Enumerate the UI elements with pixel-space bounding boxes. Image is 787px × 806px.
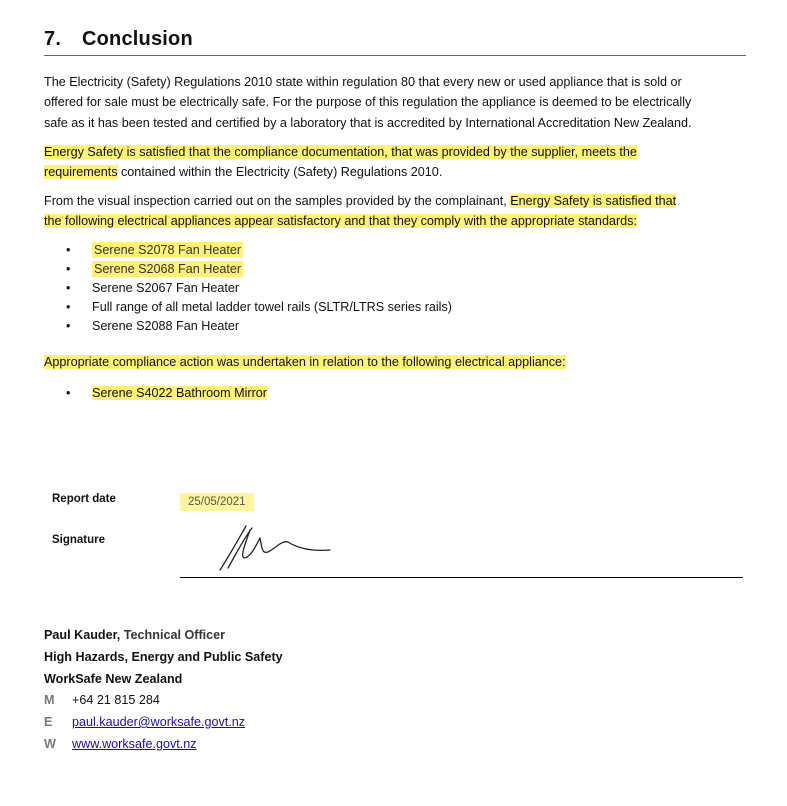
contact-org: WorkSafe New Zealand [44,672,183,686]
action-list [66,384,267,403]
list-item: • Serene S2078 Fan Heater [66,241,452,260]
action-paragraph [44,352,749,372]
section-heading [44,28,193,51]
contact-mobile-line [44,693,160,707]
handwritten-signature [210,518,340,574]
inspection-paragraph [44,191,749,232]
list-item: • Serene S2067 Fan Heater [66,279,452,298]
contact-email-line [44,715,245,729]
regulation-line-3: safe as it has been tested and certified by a laboratory that is accredited by International Accreditation New Zealand. [44,115,692,130]
action-highlight: Appropriate compliance action was undertaken in relation to the following electrical appliance: [44,355,566,369]
section-title: Conclusion [82,28,193,50]
satisfactory-list [66,241,452,336]
regulation-line-1: The Electricity (Safety) Regulations 2010 state within regulation 80 that every new or used appliance that is sold or [44,75,682,89]
compliance-highlight-2: requirements [44,165,118,180]
list-item: • Full range of all metal ladder towel rails (SLTR/LTRS series rails) [66,298,452,317]
contact-role: Technical Officer [120,628,226,642]
inspection-highlight-2: the following electrical appliances appear satisfactory and that they comply with the appropriate standards: [44,214,637,229]
list-item: • Serene S4022 Bathroom Mirror [66,384,267,403]
contact-name: Paul Kauder, [44,628,121,642]
mobile-number: +64 21 815 284 [72,693,160,707]
email-link[interactable]: paul.kauder@worksafe.govt.nz [72,715,246,729]
web-link[interactable]: www.worksafe.govt.nz [72,737,197,751]
web-key: W [44,737,56,751]
report-date-label: Report date [52,493,116,505]
regulation-line-2: offered for sale must be electrically safe. For the purpose of this regulation the appliance is deemed to be electrically [44,95,692,110]
compliance-highlight-1: Energy Safety is satisfied that the compliance documentation, that was provided by the supplier, meets the [44,145,637,159]
mobile-key: M [44,693,55,707]
regulation-paragraph [44,72,749,133]
email-key: E [44,715,53,729]
contact-department: High Hazards, Energy and Public Safety [44,650,283,664]
contact-web-line [44,737,197,751]
compliance-paragraph [44,142,749,183]
signature-label: Signature [52,534,106,546]
section-number: 7. [44,28,62,50]
heading-rule [44,55,746,56]
report-date-value: 25/05/2021 [180,493,254,511]
inspection-plain: From the visual inspection carried out on the samples provided by the complainant, [44,194,511,208]
compliance-rest: contained within the Electricity (Safety) Regulations 2010. [117,165,443,180]
signature-line [180,577,743,578]
inspection-highlight-1: Energy Safety is satisfied that [510,194,677,208]
contact-name-line [44,628,225,642]
list-item: • Serene S2088 Fan Heater [66,317,452,336]
list-item: • Serene S2068 Fan Heater [66,260,452,279]
